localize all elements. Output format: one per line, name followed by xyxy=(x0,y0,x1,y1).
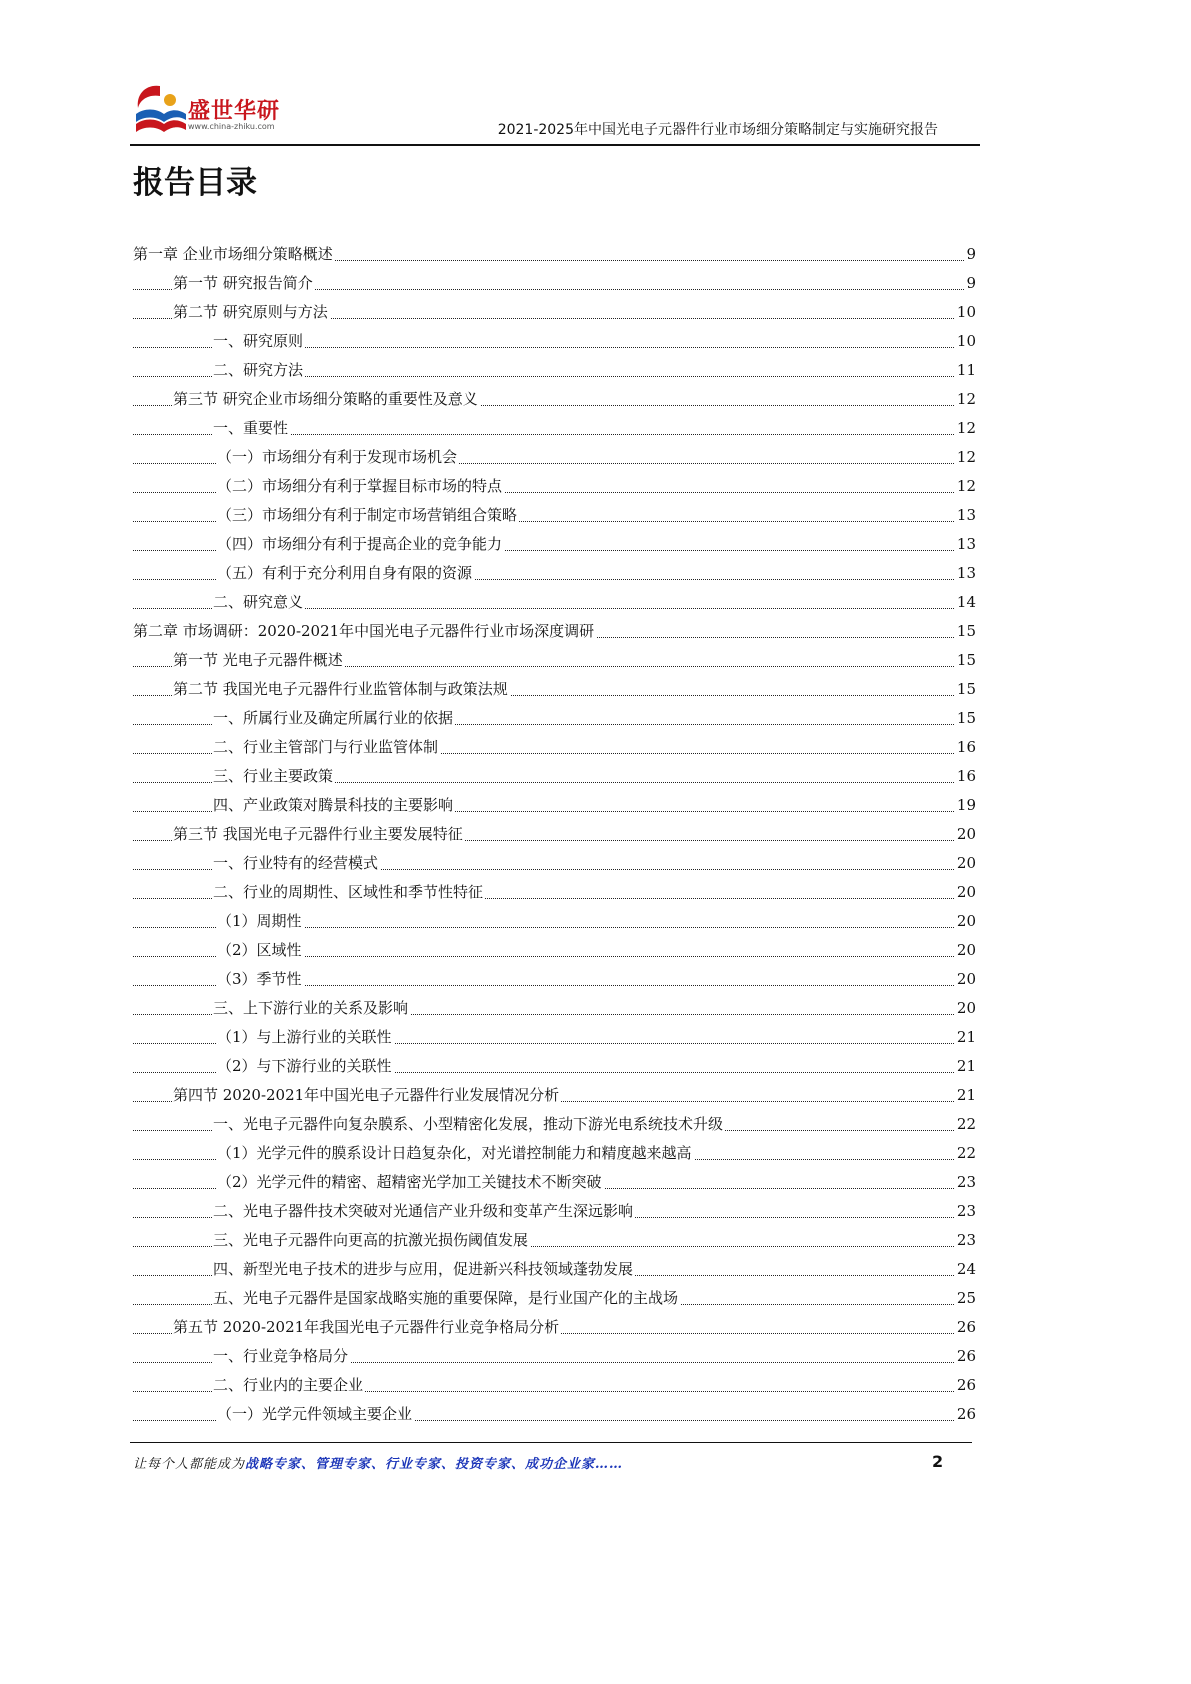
toc-entry-label: 三、上下游行业的关系及影响 xyxy=(213,999,409,1017)
toc-entry-label: 一、行业竞争格局分 xyxy=(213,1347,349,1365)
toc-entry-page: 14 xyxy=(955,588,976,617)
toc-entry[interactable] xyxy=(133,240,976,269)
toc-entry-label: 三、行业主要政策 xyxy=(213,767,334,785)
toc-entry-label: （1）周期性 xyxy=(217,912,302,930)
toc-entry-page: 25 xyxy=(955,1284,976,1313)
toc-entry[interactable] xyxy=(133,617,976,646)
toc-entry-label: 二、行业的周期性、区域性和季节性特征 xyxy=(213,883,484,901)
company-logo xyxy=(130,78,300,140)
toc-entry-label: 四、产业政策对腾景科技的主要影响 xyxy=(213,796,454,814)
toc-entry-label: （一）光学元件领域主要企业 xyxy=(217,1405,413,1423)
toc-entry-page: 12 xyxy=(955,472,976,501)
toc-entry-label: 第五节 2020-2021年我国光电子元器件行业竞争格局分析 xyxy=(173,1318,560,1336)
toc-entry-label: 二、研究意义 xyxy=(213,593,304,611)
toc-entry-label: 一、研究原则 xyxy=(213,332,304,350)
toc-entry[interactable] xyxy=(133,414,976,443)
toc-entry-page: 23 xyxy=(955,1168,976,1197)
logo-url: www.china-zhiku.com xyxy=(188,122,275,131)
toc-entry[interactable] xyxy=(133,1313,976,1342)
toc-entry-page: 26 xyxy=(955,1313,976,1342)
toc-entry[interactable] xyxy=(133,849,976,878)
toc-entry[interactable] xyxy=(133,907,976,936)
toc-entry[interactable] xyxy=(133,1168,976,1197)
page-header xyxy=(130,72,980,148)
toc-entry-label: 第二节 研究原则与方法 xyxy=(173,303,328,321)
toc-entry-page: 23 xyxy=(955,1197,976,1226)
toc-entry-label: （2）光学元件的精密、超精密光学加工关键技术不断突破 xyxy=(217,1173,602,1191)
toc-entry[interactable] xyxy=(133,878,976,907)
toc-entry-page: 15 xyxy=(955,617,976,646)
toc-entry-label: 第一节 光电子元器件概述 xyxy=(173,651,343,669)
toc-entry[interactable] xyxy=(133,1342,976,1371)
toc-entry[interactable] xyxy=(133,501,976,530)
toc-entry[interactable] xyxy=(133,965,976,994)
toc-entry-page: 24 xyxy=(955,1255,976,1284)
toc-entry[interactable] xyxy=(133,1197,976,1226)
slogan-prefix: 让每个人都能成为 xyxy=(133,1457,246,1472)
toc-entry-page: 13 xyxy=(955,501,976,530)
toc-entry[interactable] xyxy=(133,1371,976,1400)
toc-entry-page: 26 xyxy=(955,1342,976,1371)
toc-entry-label: 二、行业内的主要企业 xyxy=(213,1376,364,1394)
toc-entry-page: 9 xyxy=(964,269,976,298)
toc-entry-page: 15 xyxy=(955,646,976,675)
toc-entry-page: 20 xyxy=(955,965,976,994)
toc-entry-page: 10 xyxy=(955,298,976,327)
toc-entry-page: 26 xyxy=(955,1371,976,1400)
toc-entry[interactable] xyxy=(133,1139,976,1168)
toc-entry-page: 13 xyxy=(955,559,976,588)
page-number: 2 xyxy=(932,1452,944,1471)
toc-entry-label: （3）季节性 xyxy=(217,970,302,988)
toc-entry-page: 12 xyxy=(955,385,976,414)
toc-entry[interactable] xyxy=(133,994,976,1023)
page-title: 报告目录 xyxy=(133,165,257,201)
toc-entry-page: 15 xyxy=(955,675,976,704)
toc-entry[interactable] xyxy=(133,936,976,965)
toc-entry[interactable] xyxy=(133,385,976,414)
toc-entry-page: 20 xyxy=(955,907,976,936)
toc-entry[interactable] xyxy=(133,762,976,791)
toc-entry-label: 三、光电子元器件向更高的抗激光损伤阈值发展 xyxy=(213,1231,529,1249)
toc-entry-label: （二）市场细分有利于掌握目标市场的特点 xyxy=(217,477,503,495)
table-of-contents xyxy=(133,240,976,1429)
toc-entry-label: 一、重要性 xyxy=(213,419,289,437)
toc-entry-label: 四、新型光电子技术的进步与应用，促进新兴科技领域蓬勃发展 xyxy=(213,1260,634,1278)
toc-entry-label: 第一章 企业市场细分策略概述 xyxy=(133,245,333,263)
toc-entry[interactable] xyxy=(133,675,976,704)
toc-entry-page: 23 xyxy=(955,1226,976,1255)
toc-entry[interactable] xyxy=(133,1226,976,1255)
toc-entry[interactable] xyxy=(133,1400,976,1429)
logo-name: 盛世华研 xyxy=(188,99,281,124)
toc-entry[interactable] xyxy=(133,530,976,559)
toc-entry[interactable] xyxy=(133,820,976,849)
logo-emblem-icon xyxy=(130,78,190,140)
toc-entry-page: 20 xyxy=(955,820,976,849)
slogan-highlight: 战略专家、管理专家、行业专家、投资专家、成功企业家…… xyxy=(245,1457,624,1472)
toc-entry[interactable] xyxy=(133,1284,976,1313)
toc-entry[interactable] xyxy=(133,269,976,298)
toc-entry[interactable] xyxy=(133,1255,976,1284)
toc-entry[interactable] xyxy=(133,472,976,501)
toc-entry[interactable] xyxy=(133,298,976,327)
toc-entry-page: 10 xyxy=(955,327,976,356)
toc-entry[interactable] xyxy=(133,1023,976,1052)
toc-entry-label: 第四节 2020-2021年中国光电子元器件行业发展情况分析 xyxy=(173,1086,560,1104)
toc-entry-page: 21 xyxy=(955,1052,976,1081)
toc-entry-label: 二、研究方法 xyxy=(213,361,304,379)
toc-entry-label: 第二章 市场调研：2020-2021年中国光电子元器件行业市场深度调研 xyxy=(133,622,595,640)
toc-entry-label: 一、行业特有的经营模式 xyxy=(213,854,379,872)
toc-entry-page: 21 xyxy=(955,1023,976,1052)
footer-divider xyxy=(130,1442,972,1443)
toc-entry[interactable] xyxy=(133,588,976,617)
toc-entry[interactable] xyxy=(133,704,976,733)
toc-entry[interactable] xyxy=(133,646,976,675)
toc-entry-page: 16 xyxy=(955,733,976,762)
toc-entry[interactable] xyxy=(133,1052,976,1081)
toc-entry-label: 第一节 研究报告简介 xyxy=(173,274,313,292)
toc-entry-label: （四）市场细分有利于提高企业的竞争能力 xyxy=(217,535,503,553)
toc-entry[interactable] xyxy=(133,559,976,588)
toc-entry-page: 20 xyxy=(955,994,976,1023)
toc-entry-label: （三）市场细分有利于制定市场营销组合策略 xyxy=(217,506,518,524)
report-title: 2021-2025年中国光电子元器件行业市场细分策略制定与实施研究报告 xyxy=(497,122,938,138)
toc-entry-label: （五）有利于充分利用自身有限的资源 xyxy=(217,564,473,582)
toc-entry-label: （2）与下游行业的关联性 xyxy=(217,1057,392,1075)
toc-entry-page: 16 xyxy=(955,762,976,791)
toc-entry-label: 二、行业主管部门与行业监管体制 xyxy=(213,738,439,756)
toc-entry-page: 26 xyxy=(955,1400,976,1429)
toc-entry-label: （一）市场细分有利于发现市场机会 xyxy=(217,448,458,466)
toc-entry-page: 19 xyxy=(955,791,976,820)
toc-entry[interactable] xyxy=(133,327,976,356)
toc-entry-page: 20 xyxy=(955,936,976,965)
toc-entry-label: 五、光电子元器件是国家战略实施的重要保障，是行业国产化的主战场 xyxy=(213,1289,679,1307)
toc-entry-page: 9 xyxy=(964,240,976,269)
toc-entry-label: 一、光电子元器件向复杂膜系、小型精密化发展，推动下游光电系统技术升级 xyxy=(213,1115,724,1133)
toc-entry-page: 20 xyxy=(955,849,976,878)
toc-entry-page: 20 xyxy=(955,878,976,907)
toc-entry-label: （1）与上游行业的关联性 xyxy=(217,1028,392,1046)
toc-entry-label: 第三节 我国光电子元器件行业主要发展特征 xyxy=(173,825,463,843)
toc-entry-page: 11 xyxy=(955,356,976,385)
toc-entry[interactable] xyxy=(133,1081,976,1110)
footer-slogan xyxy=(133,1453,623,1472)
toc-entry-page: 21 xyxy=(955,1081,976,1110)
toc-entry[interactable] xyxy=(133,791,976,820)
toc-entry-label: （2）区域性 xyxy=(217,941,302,959)
toc-entry-page: 22 xyxy=(955,1139,976,1168)
header-divider xyxy=(130,144,980,146)
toc-entry-label: （1）光学元件的膜系设计日趋复杂化，对光谱控制能力和精度越来越高 xyxy=(217,1144,692,1162)
toc-entry-label: 二、光电子器件技术突破对光通信产业升级和变革产生深远影响 xyxy=(213,1202,634,1220)
toc-entry[interactable] xyxy=(133,356,976,385)
toc-entry-page: 12 xyxy=(955,414,976,443)
toc-entry-page: 22 xyxy=(955,1110,976,1139)
toc-entry[interactable] xyxy=(133,443,976,472)
toc-entry-page: 12 xyxy=(955,443,976,472)
toc-entry-page: 13 xyxy=(955,530,976,559)
toc-entry-page: 15 xyxy=(955,704,976,733)
toc-entry-label: 第二节 我国光电子元器件行业监管体制与政策法规 xyxy=(173,680,508,698)
toc-entry-label: 第三节 研究企业市场细分策略的重要性及意义 xyxy=(173,390,478,408)
toc-entry[interactable] xyxy=(133,733,976,762)
toc-entry[interactable] xyxy=(133,1110,976,1139)
toc-entry-label: 一、所属行业及确定所属行业的依据 xyxy=(213,709,454,727)
